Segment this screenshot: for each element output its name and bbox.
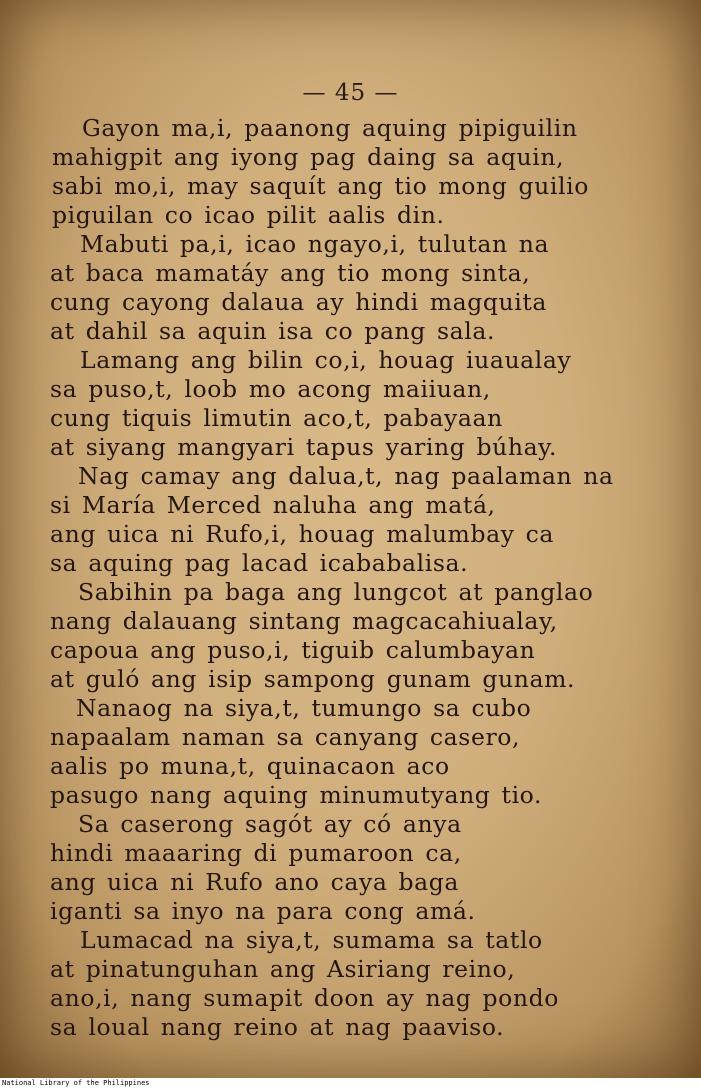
stanza-2-line-3: cung cayong dalaua ay hindi magquita: [50, 288, 548, 316]
stanza-2-line-1: Mabuti pa,i, icao ngayo,i, tulutan na: [80, 230, 550, 258]
stanza-1-line-2: mahigpit ang iyong pag daing sa aquin,: [52, 143, 565, 171]
stanza-4-line-4: sa aquing pag lacad icababalisa.: [50, 549, 469, 577]
stanza-3-line-2: sa puso,t, loob mo acong maiiuan,: [50, 375, 491, 403]
footer-strip: [0, 1078, 701, 1088]
stanza-8-line-4: sa loual nang reino at nag paaviso.: [50, 1013, 505, 1041]
stanza-1-line-1: Gayon ma,i, paanong aquing pipiguilin: [82, 114, 578, 142]
stanza-5-line-1: Sabihin pa baga ang lungcot at panglao: [78, 578, 594, 606]
stanza-2-line-4: at dahil sa aquin isa co pang sala.: [50, 317, 496, 345]
stanza-4-line-1: Nag camay ang dalua,t, nag paalaman na: [78, 462, 614, 490]
stanza-8-line-1: Lumacad na siya,t, sumama sa tatlo: [80, 926, 543, 954]
stanza-1-line-4: piguilan co icao pilit aalis din.: [52, 201, 445, 229]
stanza-5-line-4: at guló ang isip sampong gunam gunam.: [50, 665, 576, 693]
stanza-1-line-3: sabi mo,i, may saquít ang tio mong guilio: [52, 172, 589, 200]
stanza-6-line-1: Nanaog na siya,t, tumungo sa cubo: [76, 694, 532, 722]
stanza-3-line-1: Lamang ang bilin co,i, houag iuaualay: [80, 346, 572, 374]
library-credit: National Library of the Philippines: [2, 1079, 150, 1087]
stanza-7-line-4: iganti sa inyo na para cong amá.: [50, 897, 476, 925]
stanza-3-line-4: at siyang mangyari tapus yaring búhay.: [50, 433, 558, 461]
stanza-4-line-2: si María Merced naluha ang matá,: [50, 491, 496, 519]
stanza-6-line-2: napaalam naman sa canyang casero,: [50, 723, 521, 751]
stanza-5-line-2: nang dalauang sintang magcacahiualay,: [50, 607, 558, 635]
stanza-7-line-3: ang uica ni Rufo ano caya baga: [50, 868, 460, 896]
stanza-7-line-1: Sa caserong sagót ay có anya: [78, 810, 462, 838]
stanza-3-line-3: cung tiquis limutin aco,t, pabayaan: [50, 404, 503, 432]
stanza-8-line-2: at pinatunguhan ang Asiriang reino,: [50, 955, 516, 983]
stanza-5-line-3: capoua ang puso,i, tiguib calumbayan: [50, 636, 536, 664]
stanza-7-line-2: hindi maaaring di pumaroon ca,: [50, 839, 462, 867]
stanza-6-line-4: pasugo nang aquing minumutyang tio.: [50, 781, 543, 809]
stanza-8-line-3: ano,i, nang sumapit doon ay nag pondo: [50, 984, 560, 1012]
page-number: — 45 —: [302, 80, 399, 106]
stanza-2-line-2: at baca mamatáy ang tio mong sinta,: [50, 259, 531, 287]
stanza-4-line-3: ang uica ni Rufo,i, houag malumbay ca: [50, 520, 555, 548]
stanza-6-line-3: aalis po muna,t, quinacaon aco: [50, 752, 450, 780]
